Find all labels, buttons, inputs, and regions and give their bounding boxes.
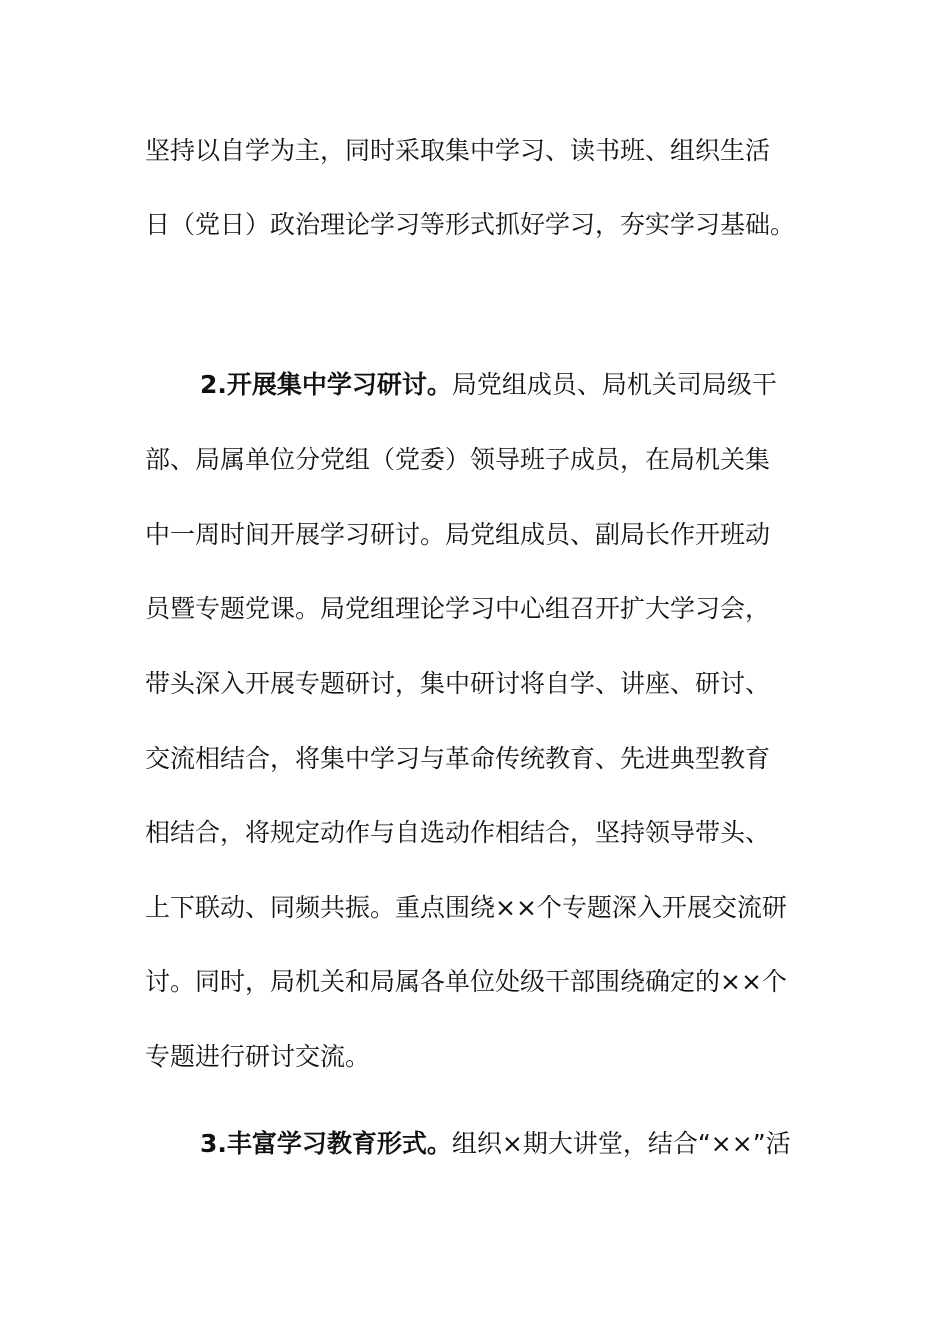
paragraph-text: 组织×期大讲堂，结合“××”活 xyxy=(451,1129,791,1158)
paragraph-first-line xyxy=(200,1128,880,1160)
paragraph-line: 员暨专题党课。局党组理论学习中心组召开扩大学习会， xyxy=(145,594,771,623)
paragraph-line: 坚持以自学为主，同时采取集中学习、读书班、组织生活 xyxy=(145,136,771,165)
paragraph-text: 局党组成员、局机关司局级干 xyxy=(451,370,777,399)
paragraph-line: 讨。同时，局机关和局属各单位处级干部围绕确定的××个 xyxy=(145,967,787,996)
paragraph-line: 交流相结合，将集中学习与革命传统教育、先进典型教育 xyxy=(145,744,771,773)
paragraph-line: 日（党日）政治理论学习等形式抓好学习，夯实学习基础。 xyxy=(145,210,796,239)
paragraph-line: 相结合，将规定动作与自选动作相结合，坚持领导带头、 xyxy=(145,818,771,847)
section-heading: 2.开展集中学习研讨。 xyxy=(200,370,452,399)
paragraph-line: 专题进行研讨交流。 xyxy=(145,1042,371,1071)
section-heading: 3.丰富学习教育形式。 xyxy=(200,1129,452,1158)
paragraph-line: 上下联动、同频共振。重点围绕××个专题深入开展交流研 xyxy=(145,893,787,922)
paragraph-line: 中一周时间开展学习研讨。局党组成员、副局长作开班动 xyxy=(145,520,771,549)
paragraph-line: 部、局属单位分党组（党委）领导班子成员，在局机关集 xyxy=(145,445,771,474)
paragraph-first-line xyxy=(200,369,880,401)
paragraph-line: 带头深入开展专题研讨，集中研讨将自学、讲座、研讨、 xyxy=(145,669,771,698)
